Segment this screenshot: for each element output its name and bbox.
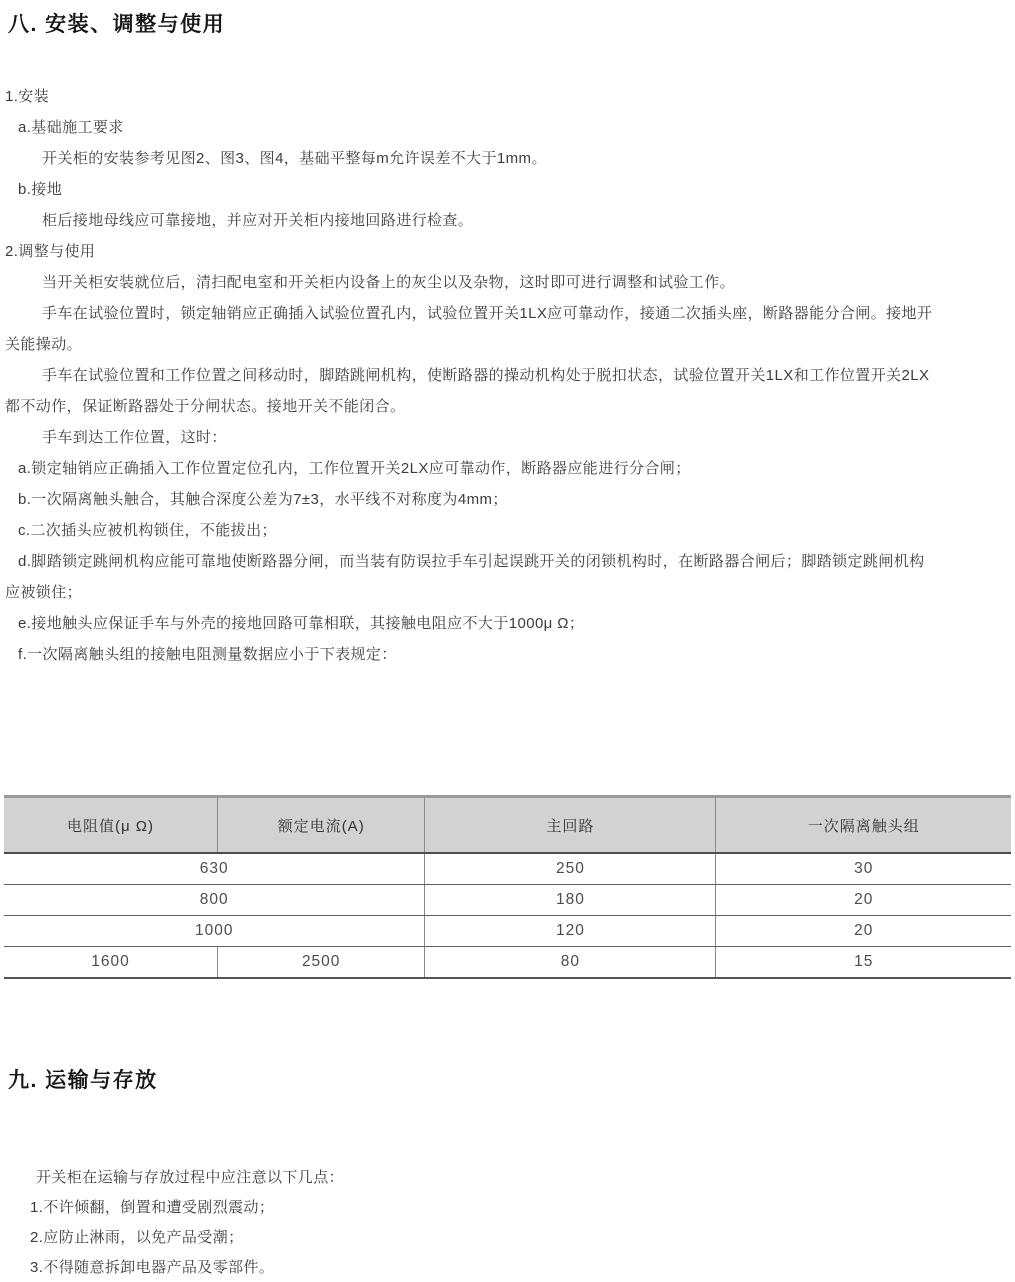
text-line-test-position-2: 关能操动。 xyxy=(5,336,83,353)
section-8-heading: 八. 安装、调整与使用 xyxy=(8,13,226,36)
section-9-body xyxy=(0,1163,1015,1282)
text-line-transport-intro: 开关柜在运输与存放过程中应注意以下几点： xyxy=(36,1169,345,1186)
text-line-moving-1: 手车在试验位置和工作位置之间移动时，脚踏跳闸机构，使断路器的操动机构处于脱扣状态，试验位置开关1LX和工作位置开关2LX xyxy=(42,367,930,384)
text-line-item-b: b.一次隔离触头触合，其触合深度公差为7±3，水平线不对称度为4mm； xyxy=(18,491,508,508)
text-line-item-f: f.一次隔离触头组的接触电阻测量数据应小于下表规定： xyxy=(18,646,397,663)
text-line-foundation-title: a.基础施工要求 xyxy=(18,119,124,136)
table-cell-contact-group: 20 xyxy=(716,885,1011,916)
text-line-adjust-title: 2.调整与使用 xyxy=(5,243,96,260)
table-cell-main-circuit: 180 xyxy=(425,885,716,916)
text-line-item-d-1: d.脚踏锁定跳闸机构应能可靠地使断路器分闸，而当装有防误拉手车引起误跳开关的闭锁机构时，在断路器合闸后；脚踏锁定跳闸机构 xyxy=(18,553,925,570)
text-line-foundation-body: 开关柜的安装参考见图2、图3、图4，基础平整每m允许误差不大于1mm。 xyxy=(42,150,547,167)
table-cell-resistance: 1600 xyxy=(91,953,130,970)
table-header-resistance: 电阻值(μ Ω) xyxy=(4,797,217,854)
table-cell-contact-group: 20 xyxy=(716,916,1011,947)
table-row xyxy=(4,885,1011,916)
table-row xyxy=(4,947,1011,979)
table-cell-current-merged: 1000 xyxy=(4,916,425,947)
section-9-heading: 九. 运输与存放 xyxy=(8,1069,158,1092)
text-line-item-c: c.二次插头应被机构锁住，不能拔出； xyxy=(18,522,277,539)
text-line-item-d-2: 应被锁住； xyxy=(5,584,83,601)
table-cell-main-circuit: 120 xyxy=(425,916,716,947)
table-row xyxy=(4,916,1011,947)
contact-resistance-table-wrap xyxy=(4,795,1011,979)
table-cell-current-merged: 630 xyxy=(4,853,425,885)
text-line-install-title: 1.安装 xyxy=(5,88,50,105)
text-line-moving-2: 都不动作，保证断路器处于分闸状态。接地开关不能闭合。 xyxy=(5,398,406,415)
table-cell-current-merged: 800 xyxy=(4,885,425,916)
text-line-transport-item-3: 3.不得随意拆卸电器产品及零部件。 xyxy=(30,1259,275,1276)
table-header-main-circuit: 主回路 xyxy=(425,797,716,854)
text-line-test-position-1: 手车在试验位置时，锁定轴销应正确插入试验位置孔内，试验位置开关1LX应可靠动作，接通二次插头座，断路器能分合闸。接地开 xyxy=(42,305,933,322)
text-line-transport-item-1: 1.不许倾翻，倒置和遭受剧烈震动； xyxy=(30,1199,275,1216)
table-cell-contact-group: 30 xyxy=(716,853,1011,885)
text-line-work-position-intro: 手车到达工作位置，这时： xyxy=(42,429,227,446)
table-row xyxy=(4,853,1011,885)
table-cell-main-circuit: 250 xyxy=(425,853,716,885)
table-cell-rated-current: 2500 xyxy=(217,947,424,979)
text-line-adjust-para-1: 当开关柜安装就位后，清扫配电室和开关柜内设备上的灰尘以及杂物，这时即可进行调整和试验工作。 xyxy=(42,274,736,291)
text-line-grounding-title: b.接地 xyxy=(18,181,63,198)
table-header-contact-group: 一次隔离触头组 xyxy=(716,797,1011,854)
table-header-row xyxy=(4,797,1011,854)
table-header-rated-current: 额定电流(A) xyxy=(217,797,424,854)
text-line-grounding-body: 柜后接地母线应可靠接地，并应对开关柜内接地回路进行检查。 xyxy=(42,212,474,229)
text-line-item-e: e.接地触头应保证手车与外壳的接地回路可靠相联，其接触电阻应不大于1000μ Ω； xyxy=(18,615,585,632)
text-line-item-a: a.锁定轴销应正确插入工作位置定位孔内，工作位置开关2LX应可靠动作，断路器应能进行分合闸； xyxy=(18,460,691,477)
table-cell-contact-group: 15 xyxy=(716,947,1011,979)
table-cell-main-circuit: 80 xyxy=(425,947,716,979)
text-line-transport-item-2: 2.应防止淋雨，以免产品受潮； xyxy=(30,1229,244,1246)
contact-resistance-table xyxy=(4,795,1011,979)
section-8-body xyxy=(0,81,1015,670)
